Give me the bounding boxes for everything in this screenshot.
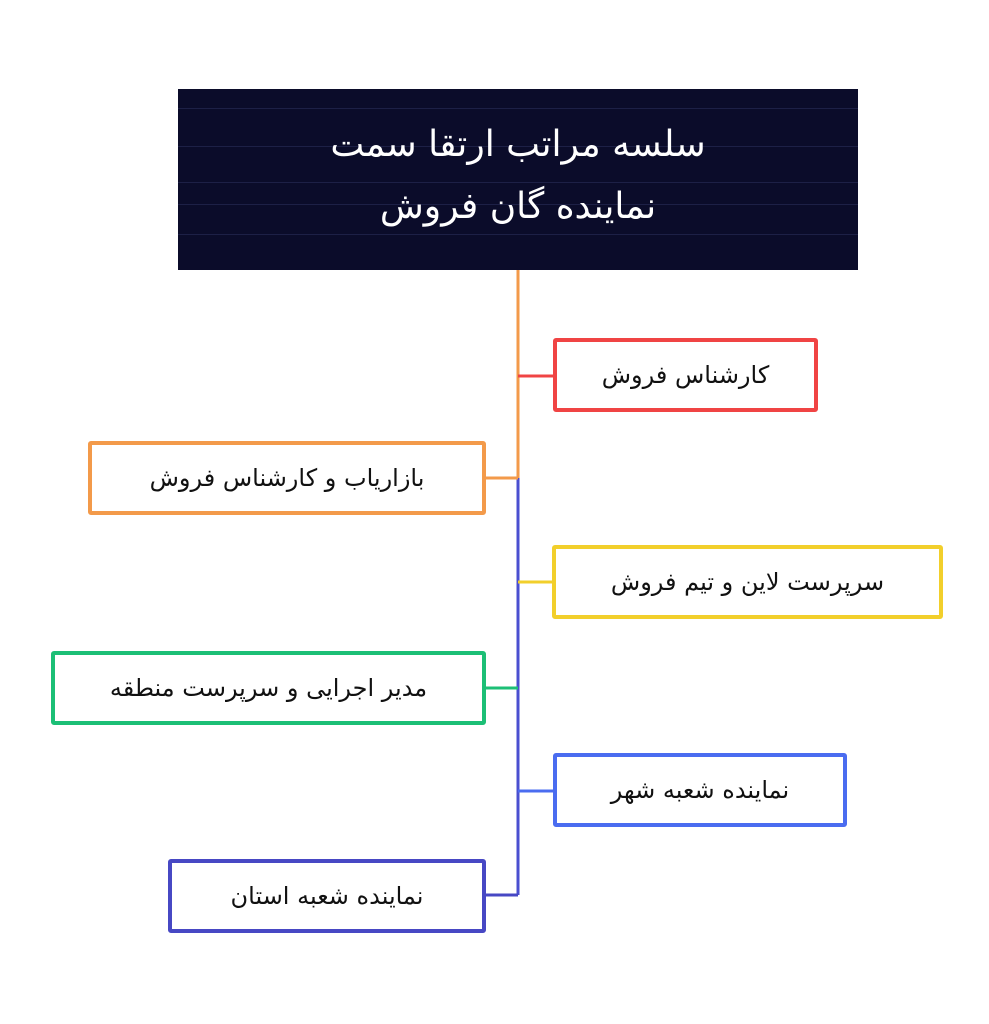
node-line-team-supervisor	[552, 545, 943, 619]
node-label: سرپرست لاین و تیم فروش	[610, 568, 885, 596]
node-label: نماینده شعبه استان	[230, 882, 424, 910]
node-executive-regional-supervisor	[51, 651, 486, 725]
node-label: بازاریاب و کارشناس فروش	[149, 464, 425, 492]
diagram-title-box	[178, 86, 858, 270]
node-label: کارشناس فروش	[601, 361, 770, 389]
node-city-branch-rep	[553, 753, 847, 827]
diagram-title-line-1: سلسه مراتب ارتقا سمت	[330, 124, 706, 165]
node-marketer-sales-expert	[88, 441, 486, 515]
node-label: مدیر اجرایی و سرپرست منطقه	[109, 674, 428, 702]
node-sales-expert	[553, 338, 818, 412]
diagram-title-line-2: نماینده گان فروش	[379, 186, 657, 227]
node-label: نماینده شعبه شهر	[610, 776, 790, 804]
node-province-branch-rep	[168, 859, 486, 933]
